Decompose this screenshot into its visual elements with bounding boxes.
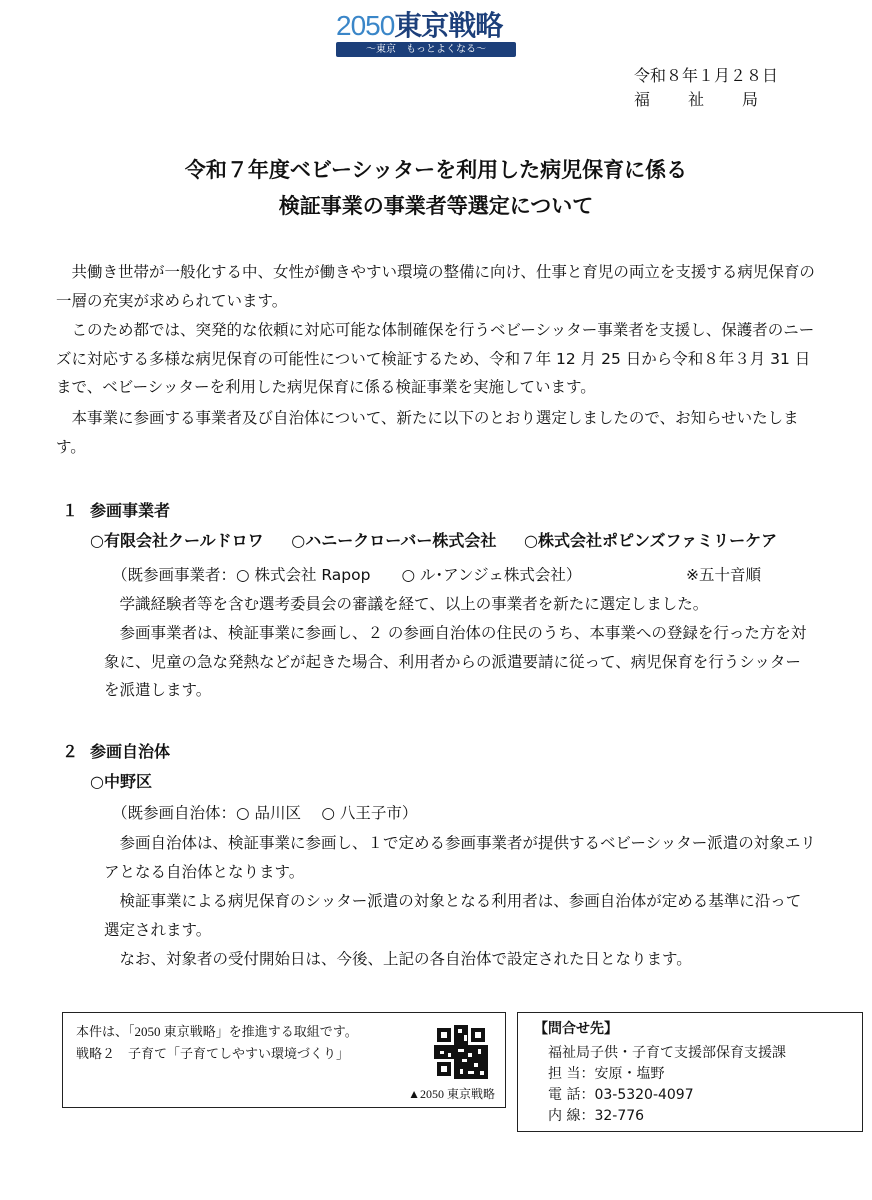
logo-tagline: ～東京 もっとよくなる～ [336,42,516,57]
logo-number: 2050 [336,10,395,41]
intro-paragraph-3: 本事業に参画する事業者及び自治体について、新たに以下のとおり選定しましたので、お知らせいたします。 [56,409,799,456]
contact-heading: 【問合せ先】 [534,1021,618,1037]
section-2-text-1: 参画自治体は、検証事業に参画し、１で定める参画事業者が提供するベビーシッター派遣の対象エリアとなる自治体となります。 [104,834,816,881]
contact-extension: 内 線：32-776 [548,1108,645,1124]
qr-code-icon[interactable] [434,1025,488,1079]
existing-companies-text: （既参画事業者：○ 株式会社 Rapop ○ ル･アンジェ株式会社） [112,566,582,584]
existing-companies [112,561,761,589]
intro-paragraph-2: このため都では、突発的な依頼に対応可能な体制確保を行うベビーシッター事業者を支援し、保護者のニーズに対応する多様な病児保育の可能性について検証するため、令和７年 12 月 25 日から令和８年３月 31 日まで、ベビーシッターを利用した病児保育に係る検証事業を実施しています。 [56,321,815,396]
section-1-title: 参画事業者 [90,501,171,520]
existing-municipalities: （既参画自治体：○ 品川区 ○ 八王子市） [112,804,418,822]
section-1-text-1: 学識経験者等を含む選考委員会の審議を経て、以上の事業者を新たに選定しました。 [119,595,709,613]
company-honey-clover: ○ハニークローバー株式会社 [291,531,497,550]
section-2-heading [62,738,170,766]
contact-person: 担 当：安原・塩野 [548,1066,665,1082]
contact-box [517,1012,863,1132]
section-1-heading [62,497,170,525]
company-cool-droit: ○有限会社クールドロワ [90,531,264,550]
selected-companies [90,527,777,555]
strategy-line-2: 戦略２ 子育て「子育てしやすい環境づくり」 [76,1046,350,1061]
issue-date: 令和８年１月２８日 [634,66,779,85]
order-note: ※五十音順 [686,566,761,584]
date-block [634,64,778,112]
section-2-text-3: なお、対象者の受付開始日は、今後、上記の各自治体で設定された日となります。 [119,950,692,968]
section-2-title: 参画自治体 [90,742,171,761]
contact-department: 福祉局子供・子育て支援部保育支援課 [548,1045,786,1061]
document-title-line2: 検証事業の事業者等選定について [278,194,594,218]
logo-2050-tokyo-strategy [336,10,518,58]
company-poppins-family-care: ○株式会社ポピンズファミリーケア [523,531,778,550]
contact-phone: 電 話：03-5320-4097 [548,1087,694,1103]
strategy-info-box [62,1012,506,1108]
section-2-text-2: 検証事業による病児保育のシッター派遣の対象となる利用者は、参画自治体が定める基準に沿って選定されます。 [104,892,802,939]
strategy-line-1: 本件は、「2050 東京戦略」を推進する取組です。 [76,1024,358,1039]
qr-caption: ▲2050 東京戦略 [408,1087,495,1101]
logo-kanji: 東京戦略 [394,9,503,42]
document-title-line1: 令和７年度ベビーシッターを利用した病児保育に係る [184,158,688,182]
section-2-number: ２ [62,742,79,761]
intro-paragraph-1: 共働き世帯が一般化する中、女性が働きやすい環境の整備に向け、仕事と育児の両立を支援する病児保育の一層の充実が求められています。 [56,263,815,310]
section-1-number: １ [62,501,79,520]
section-1-text-2: 参画事業者は、検証事業に参画し、２ の参画自治体の住民のうち、本事業への登録を行った方を対象に、児童の急な発熱などが起きた場合、利用者からの派遣要請に従って、病児保育を行うシッターを派遣します。 [104,624,807,699]
selected-municipality: ○中野区 [90,772,152,791]
issuing-department: 福 祉 局 [634,90,761,109]
